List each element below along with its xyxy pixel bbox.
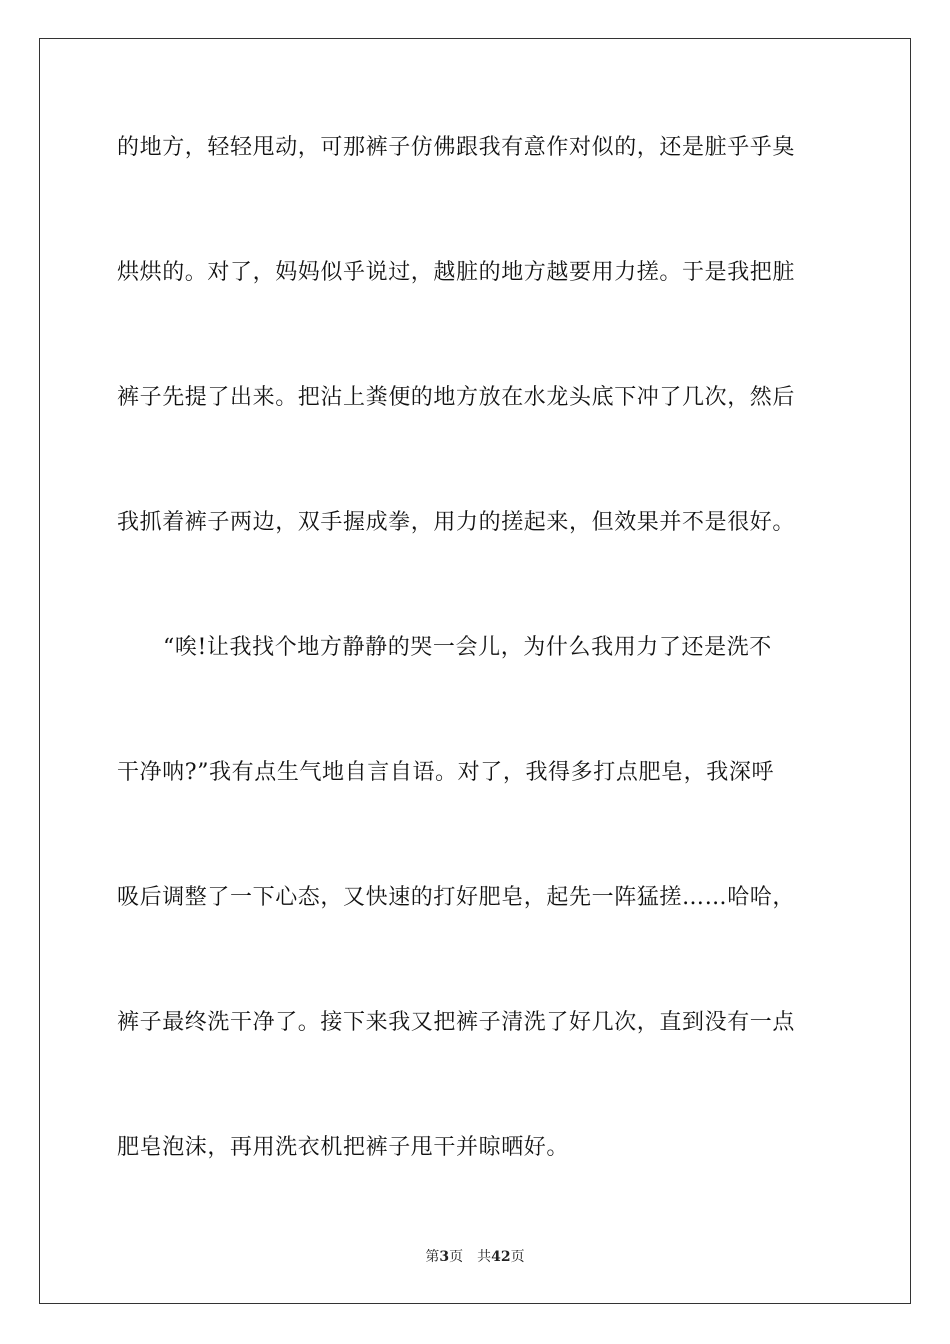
text-line-4: 我抓着裤子两边，双手握成拳，用力的搓起来，但效果并不是很好。 [117, 510, 796, 535]
text-line-8: 裤子最终洗干净了。接下来我又把裤子清洗了好几次，直到没有一点 [117, 1010, 796, 1035]
page-footer [0, 1248, 950, 1266]
text-line-6: 干净呐?”我有点生气地自言自语。对了，我得多打点肥皂，我深呼 [117, 760, 775, 785]
text-line-2: 烘烘的。对了，妈妈似乎说过，越脏的地方越要用力搓。于是我把脏 [117, 260, 796, 285]
page-prefix: 第 [425, 1249, 440, 1265]
page-suffix: 页 [449, 1249, 464, 1265]
page-border [39, 38, 911, 1304]
text-line-9: 肥皂泡沫，再用洗衣机把裤子甩干并晾晒好。 [117, 1135, 570, 1160]
total-prefix: 共 [477, 1249, 492, 1265]
text-line-1: 的地方，轻轻甩动，可那裤子仿佛跟我有意作对似的，还是脏乎乎臭 [117, 135, 796, 160]
total-page-count: 42 [491, 1249, 511, 1265]
text-line-3: 裤子先提了出来。把沾上粪便的地方放在水龙头底下冲了几次，然后 [117, 385, 796, 410]
text-line-5-indented: “唉!让我找个地方静静的哭一会儿，为什么我用力了还是洗不 [163, 635, 772, 660]
total-suffix: 页 [510, 1249, 525, 1265]
text-line-7: 吸后调整了一下心态，又快速的打好肥皂，起先一阵猛搓……哈哈， [117, 885, 796, 910]
current-page-number: 3 [439, 1249, 450, 1265]
